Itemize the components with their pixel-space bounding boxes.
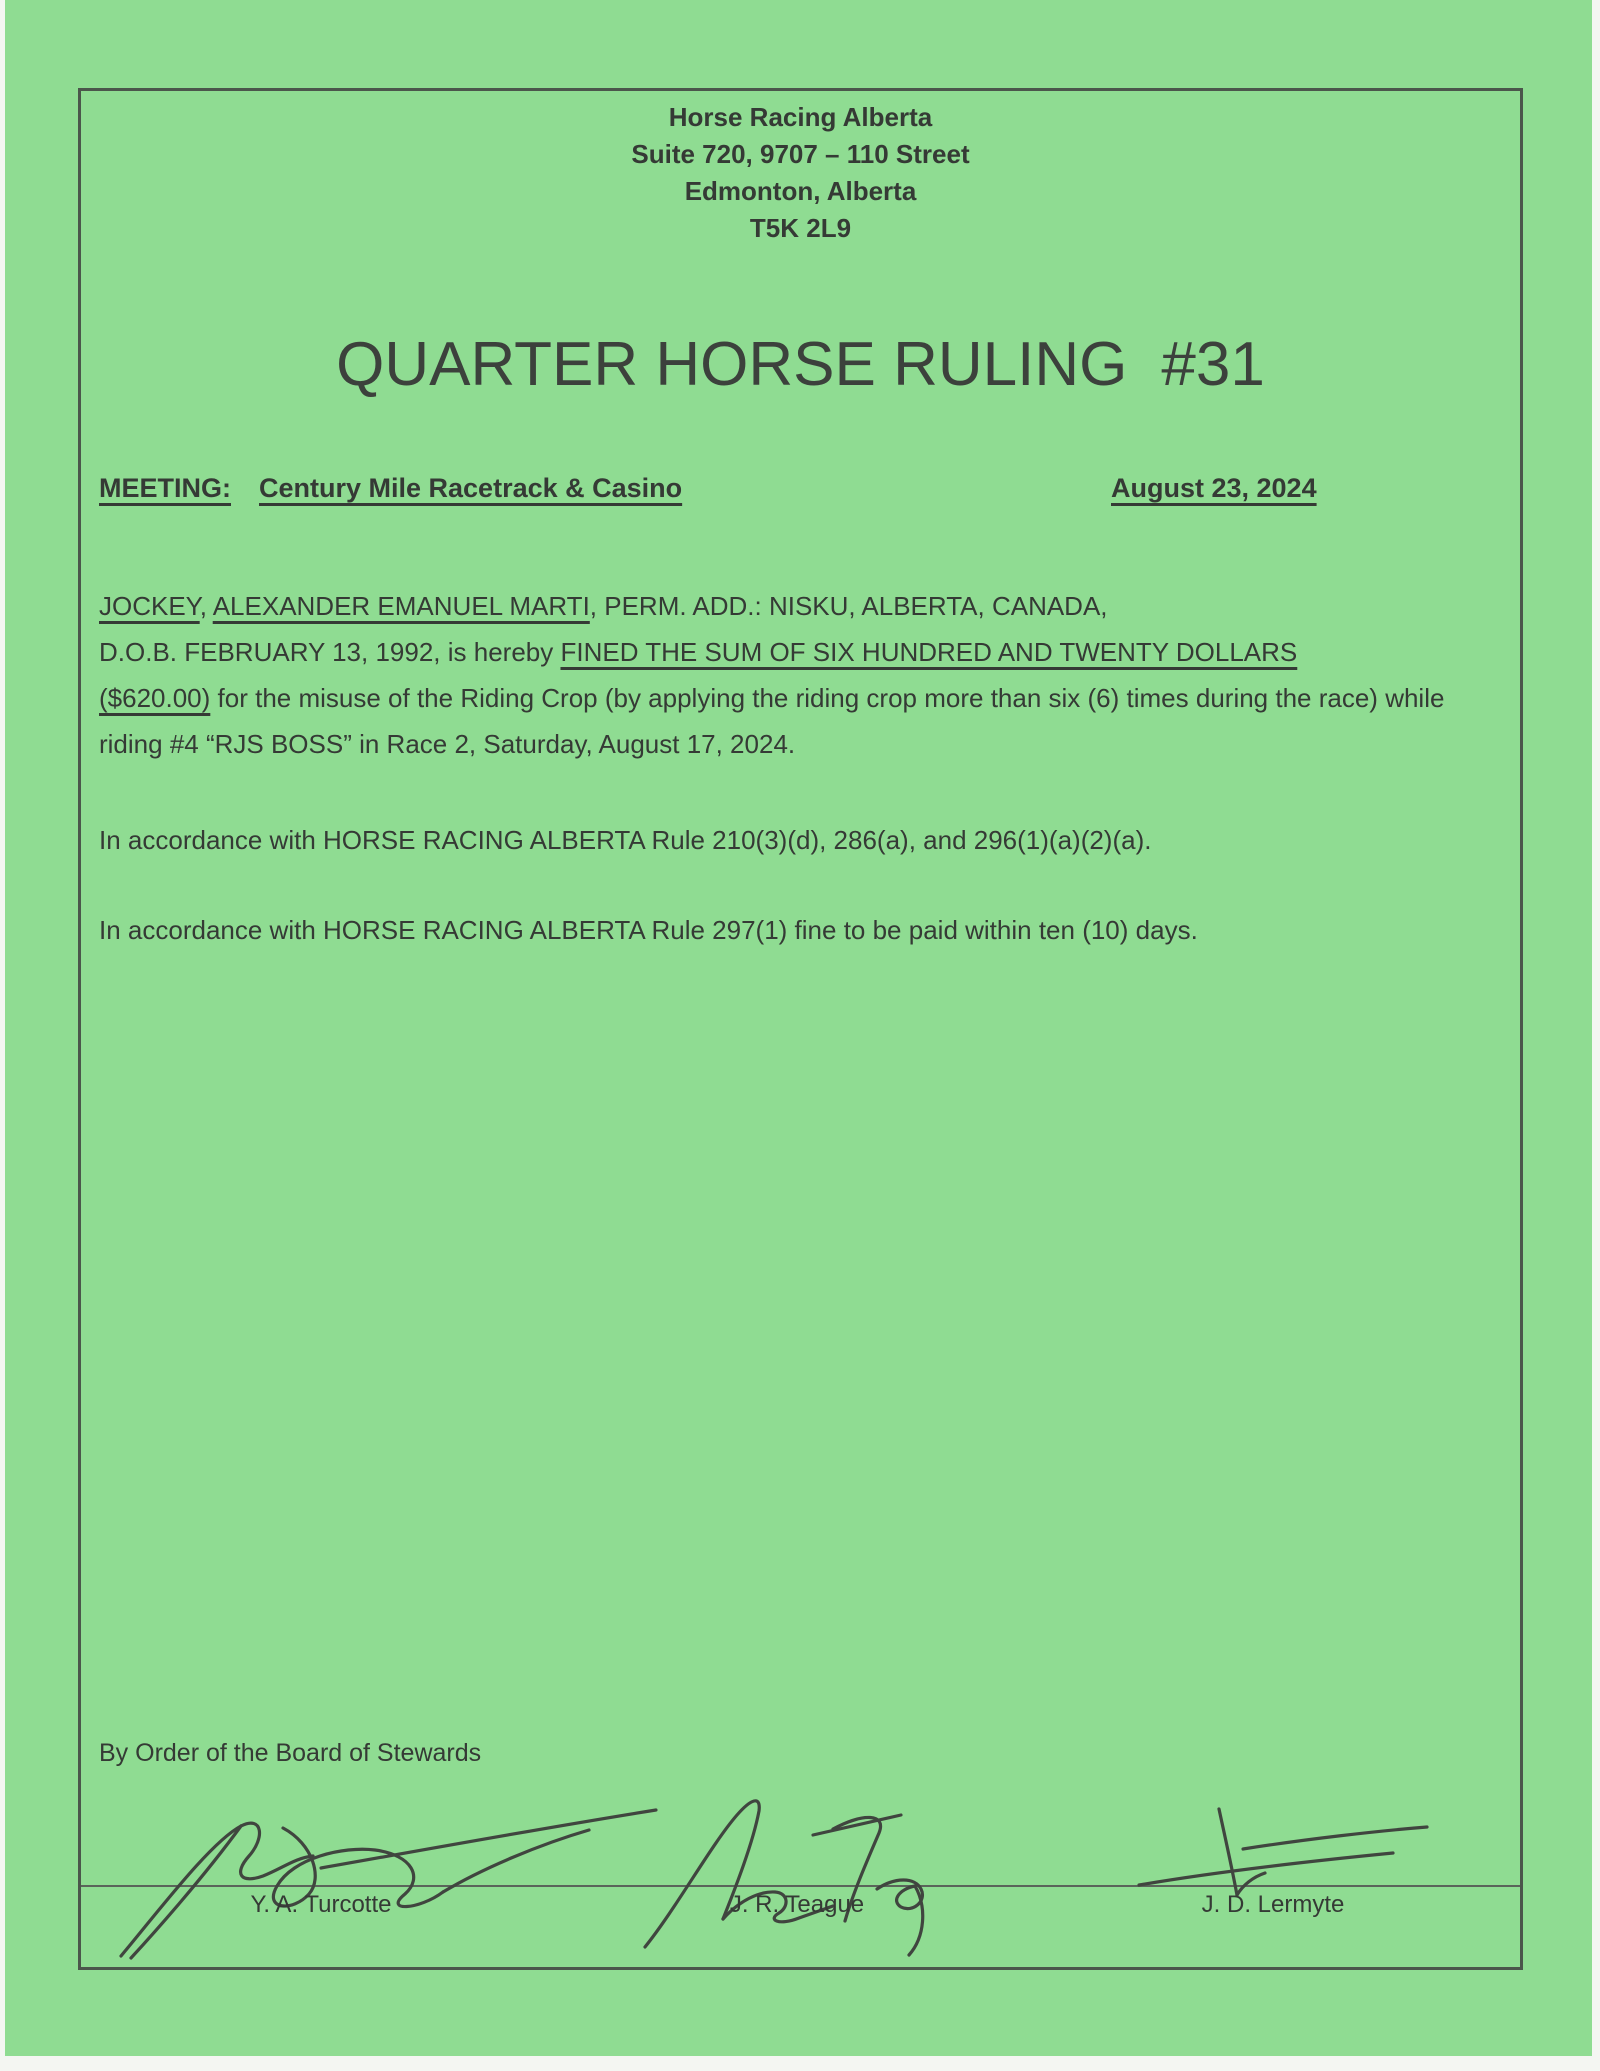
ruling-address: , PERM. ADD.: NISKU, ALBERTA, CANADA, xyxy=(589,591,1108,621)
org-postal: T5K 2L9 xyxy=(749,213,852,243)
signatory-name-lermyte: J. D. Lermyte xyxy=(1201,1891,1345,1918)
by-order-text: By Order of the Board of Stewards xyxy=(99,1739,482,1767)
letterhead xyxy=(81,99,1520,247)
title-main: QUARTER HORSE RULING xyxy=(336,330,1128,399)
signature-teague xyxy=(637,1789,957,1959)
meeting-date: August 23, 2024 xyxy=(1111,473,1317,503)
fine-statement: FINED THE SUM OF SIX HUNDRED AND TWENTY DOLLARS xyxy=(560,637,1298,667)
meeting-label: MEETING: xyxy=(99,473,231,503)
jockey-name: ALEXANDER EMANUEL MARTI xyxy=(212,591,590,621)
ruling-dob: D.O.B. FEBRUARY 13, 1992, is hereby xyxy=(99,637,561,667)
signature-lermyte xyxy=(1131,1805,1431,1905)
rule-reference-1: In accordance with HORSE RACING ALBERTA Rule 210(3)(d), 286(a), and 296(1)(a)(2)(a). xyxy=(99,825,1152,855)
rule-reference-2: In accordance with HORSE RACING ALBERTA Rule 297(1) fine to be paid within ten (10) days. xyxy=(99,915,1198,945)
ruling-reason: for the misuse of the Riding Crop (by applying the riding crop more than six (6) times during the race) while riding #4 “RJS BOSS” in Race 2, Saturday, August 17, 2024. xyxy=(99,683,1445,759)
page-title xyxy=(81,329,1520,400)
green-paper xyxy=(5,0,1592,2056)
ruling-paragraph xyxy=(99,583,1474,767)
fine-amount: ($620.00) xyxy=(99,683,211,713)
ruling-sep: , xyxy=(199,591,213,621)
signatory-name-turcotte: Y. A. Turcotte xyxy=(250,1891,392,1918)
meeting-venue: Century Mile Racetrack & Casino xyxy=(259,473,683,503)
org-city: Edmonton, Alberta xyxy=(684,176,917,206)
title-number: #31 xyxy=(1161,330,1265,399)
signature-turcotte xyxy=(111,1796,671,1966)
signatory-name-teague: J. R. Teague xyxy=(729,1891,865,1918)
org-address: Suite 720, 9707 – 110 Street xyxy=(631,139,970,169)
org-name: Horse Racing Alberta xyxy=(668,102,933,132)
document-border xyxy=(78,88,1523,1970)
jockey-label: JOCKEY xyxy=(99,591,200,621)
